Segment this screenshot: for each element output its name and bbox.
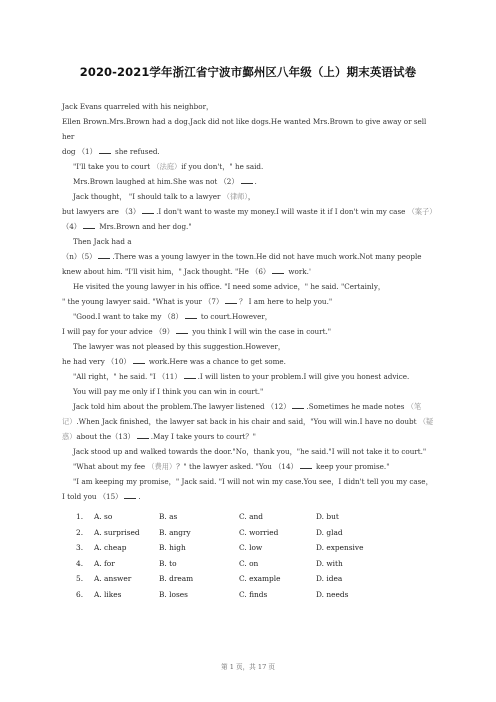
passage-paragraph xyxy=(62,459,438,474)
answer-blank xyxy=(99,146,111,154)
passage-paragraph xyxy=(62,189,438,204)
passage-text: .When Jack finished，the lawyer sat back in his chair and said，"You will win.I have no doubt xyxy=(76,417,419,426)
option-choice[interactable]: C. example xyxy=(239,574,281,584)
option-row xyxy=(76,556,456,572)
passage-paragraph xyxy=(62,324,438,339)
passage-paragraph xyxy=(62,294,438,309)
answer-blank xyxy=(176,326,188,334)
option-choice[interactable]: A. likes xyxy=(94,589,122,599)
option-choice[interactable]: D. with xyxy=(316,558,343,568)
option-choice[interactable]: A. answer xyxy=(94,574,132,584)
passage-text: . xyxy=(254,177,257,186)
answer-options xyxy=(76,509,456,603)
option-choice[interactable]: D. idea xyxy=(316,574,343,584)
question-number: 1. xyxy=(76,512,84,521)
chinese-gloss: （案子） xyxy=(407,207,437,216)
passage-text: （4） xyxy=(62,222,81,231)
answer-blank xyxy=(292,401,304,409)
passage-text: . xyxy=(138,492,141,501)
passage-text: "I'll take you to court xyxy=(73,162,153,171)
option-choice[interactable]: B. angry xyxy=(159,527,191,537)
passage-text: "I am keeping my promise，" Jack said. "I will not win my case.You see，I didn't tell you my case， xyxy=(73,477,433,486)
answer-blank xyxy=(241,176,253,184)
option-row xyxy=(76,525,456,541)
option-choice[interactable]: D. but xyxy=(316,512,339,521)
option-row xyxy=(76,571,456,587)
passage-text: he had very （10） xyxy=(62,357,131,366)
answer-blank xyxy=(300,461,312,469)
chinese-gloss: （律师） xyxy=(222,192,248,201)
passage-paragraph xyxy=(62,309,438,324)
option-choice[interactable]: C. worried xyxy=(239,527,279,537)
answer-blank xyxy=(133,356,145,364)
passage-text: Then Jack had a xyxy=(73,237,132,246)
option-choice[interactable]: D. glad xyxy=(316,527,343,537)
option-choice[interactable]: C. and xyxy=(239,512,263,521)
passage-text: The lawyer was not pleased by this suggestion.However， xyxy=(73,342,286,351)
answer-blank xyxy=(272,266,284,274)
passage-paragraph xyxy=(62,354,438,369)
question-number: 2. xyxy=(76,527,84,537)
option-choice[interactable]: D. expensive xyxy=(316,543,364,553)
option-choice[interactable]: C. low xyxy=(239,543,263,553)
answer-blank xyxy=(142,206,154,214)
option-row xyxy=(76,509,456,525)
passage-paragraph xyxy=(62,279,438,294)
option-choice[interactable]: C. on xyxy=(239,558,259,568)
option-choice[interactable]: A. surprised xyxy=(94,527,140,537)
answer-blank xyxy=(124,491,136,499)
passage-text: You will pay me only if I think you can win in court." xyxy=(73,387,264,396)
option-choice[interactable]: B. as xyxy=(159,512,178,521)
passage-paragraph xyxy=(62,339,438,354)
answer-blank xyxy=(184,371,196,379)
passage-paragraph xyxy=(62,114,438,144)
passage-paragraph xyxy=(62,234,438,249)
option-choice[interactable]: A. cheap xyxy=(94,543,127,553)
passage-text: .May I take yours to court？" xyxy=(150,432,256,441)
passage-paragraph xyxy=(62,444,438,459)
passage-text: Ellen Brown.Mrs.Brown had a dog.Jack did not like dogs.He wanted Mrs.Brown to give away or sell her xyxy=(62,117,427,141)
page-title: 2020-2021学年浙江省宁波市鄞州区八年级（上）期末英语试卷 xyxy=(79,65,417,79)
passage-text: keep your promise." xyxy=(313,462,390,471)
option-choice[interactable]: C. finds xyxy=(239,589,268,599)
passage-paragraph xyxy=(62,249,438,264)
option-row xyxy=(76,540,456,556)
passage-text: "Good.I want to take my （8） xyxy=(73,312,183,321)
passage-text: ， xyxy=(247,192,256,201)
option-choice[interactable]: D. needs xyxy=(316,589,349,599)
passage-text: （n）（5） xyxy=(62,252,97,261)
passage-text: Mrs.Brown laughed at him.She was not （2） xyxy=(73,177,239,186)
passage-paragraph xyxy=(62,264,438,279)
passage-text: "All right，" he said. "I （11） xyxy=(73,372,182,381)
cloze-passage xyxy=(62,99,438,504)
passage-text: ？" the lawyer asked. "You （14） xyxy=(176,462,298,471)
passage-text: Mrs.Brown and her dog." xyxy=(96,222,192,231)
question-number: 3. xyxy=(76,543,84,553)
passage-text: .I will listen to your problem.I will give you honest advice. xyxy=(197,372,410,381)
passage-text: about the（13） xyxy=(76,432,135,441)
passage-paragraph xyxy=(62,489,438,504)
passage-text: I told you （15） xyxy=(62,492,123,501)
page-footer: 第 1 页，共 17 页 xyxy=(221,663,275,671)
answer-blank xyxy=(83,221,95,229)
passage-paragraph xyxy=(62,174,438,189)
passage-text: .Sometimes he made notes xyxy=(306,402,407,411)
option-choice[interactable]: B. high xyxy=(159,543,186,553)
passage-text: I will pay for your advice （9） xyxy=(62,327,174,336)
option-choice[interactable]: A. so xyxy=(94,512,113,521)
passage-text: "What about my fee xyxy=(73,462,148,471)
option-choice[interactable]: B. to xyxy=(159,558,177,568)
passage-text: " the young lawyer said. "What is your （7） xyxy=(62,297,224,306)
answer-blank xyxy=(137,431,149,439)
passage-text: if you don't，" he said. xyxy=(181,162,264,171)
passage-text: you think I will win the case in court." xyxy=(189,327,332,336)
option-row xyxy=(76,587,456,603)
passage-text: dog （1） xyxy=(62,147,97,156)
answer-blank xyxy=(185,311,197,319)
passage-text: knew about him. "I'll visit him，" Jack thought. "He （6） xyxy=(62,267,271,276)
passage-text: ？ I am here to help you." xyxy=(239,297,333,306)
chinese-gloss: （费用） xyxy=(147,462,177,471)
passage-text: Jack Evans quarreled with his neighbor， xyxy=(62,102,214,111)
passage-paragraph xyxy=(62,99,438,114)
answer-blank xyxy=(98,251,110,259)
passage-paragraph xyxy=(62,159,438,174)
chinese-gloss: （法庭） xyxy=(152,162,182,171)
passage-text: Jack thought， "I should talk to a lawyer xyxy=(73,192,223,201)
question-number: 4. xyxy=(76,558,84,568)
answer-blank xyxy=(225,296,237,304)
passage-paragraph xyxy=(62,144,438,159)
passage-paragraph xyxy=(62,384,438,399)
passage-paragraph xyxy=(62,369,438,384)
passage-text: Jack stood up and walked towards the door."No，thank you，"he said."I will not take it to court." xyxy=(73,447,427,456)
passage-text: work.Here was a chance to get some. xyxy=(146,357,286,366)
passage-text: .There was a young lawyer in the town.He did not have much work.Not many people xyxy=(112,252,422,261)
passage-text: to court.However， xyxy=(198,312,272,321)
passage-text: she refused. xyxy=(112,147,160,156)
option-choice[interactable]: B. dream xyxy=(159,574,194,584)
passage-paragraph xyxy=(62,474,438,489)
passage-text: He visited the young lawyer in his office. "I need some advice，" he said. "Certainly， xyxy=(73,282,386,291)
question-number: 5. xyxy=(76,574,84,584)
option-choice[interactable]: B. loses xyxy=(159,589,188,599)
passage-text: work.' xyxy=(286,267,311,276)
chinese-gloss: （笔记） xyxy=(62,402,422,426)
passage-paragraph xyxy=(62,204,438,234)
passage-paragraph xyxy=(62,399,438,444)
chinese-gloss: （疑惑） xyxy=(62,417,434,441)
passage-text: .I don't want to waste my money.I will waste it if I don't win my case xyxy=(156,207,408,216)
option-choice[interactable]: A. for xyxy=(94,558,115,568)
passage-text: Jack told him about the problem.The lawyer listened （12） xyxy=(73,402,291,411)
question-number: 6. xyxy=(76,589,84,599)
passage-text: but lawyers are （3） xyxy=(62,207,141,216)
